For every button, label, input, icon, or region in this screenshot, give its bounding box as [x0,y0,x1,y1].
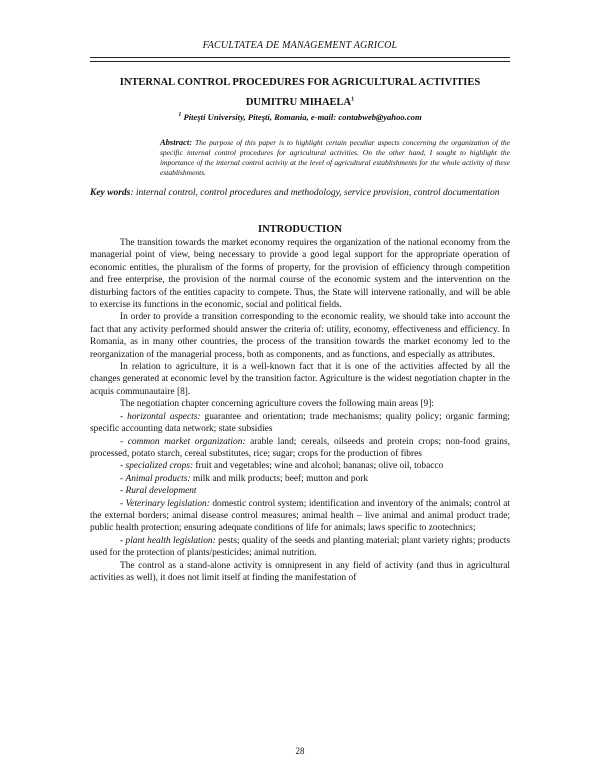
list-item: - common market organization: arable land; cereals, oilseeds and protein crops; non-food grains, processed, potato starch, cereal substitutes, rice; sugar; crops for the production of fibres [90,436,510,459]
section-title: INTRODUCTION [257,224,342,235]
list-item: - horizontal aspects: guarantee and orientation; trade mechanisms; quality policy; organic farming; specific accounting data network; state subsidies [90,411,510,435]
list-item: - Veterinary legislation: domestic control system; identification and inventory of the animals; control at the external borders; animal disease control measures; animal health – live animal and animal product trade; public health protection; ensuring adequate conditions of life for animals; laws specific to zootechnics; [90,498,510,534]
affiliation [90,112,510,122]
list-item-label: horizontal aspects: [127,411,201,422]
paragraph: The transition towards the market economy requires the organization of the national economy from the managerial point of view, being necessary to provide a good legal support for the appropriate operation of economic entities, the pluralism of the forms of property, for the provision of efficiency through competition and free enterprise, the provision of the normal course of the economic system and the intervention on the disturbing factors of the entities capacity to compete. Thus, the State will intervene rationally, and will be able to exercise its functions in the economic, social and political fields. [90,238,510,311]
list-item-text: fruit and vegetables; wine and alcohol; bananas; olive oil, tobacco [193,461,444,472]
list-item-text: pests; quality of the seeds and planting material; plant variety rights; products used for the protection of plants/pesticides; animal nutrition. [90,535,510,559]
page-number: 28 [295,746,305,756]
list-item-label: Veterinary legislation: [125,498,210,509]
body-text [90,237,510,584]
list-item-label: specialized crops: [125,461,194,472]
paragraph: In order to provide a transition corresponding to the economic reality, we should take into account the fact that any activity performed should answer the criteria of: utility, economy, effectiveness and efficiency. In Romania, as in many other countries, the process of the transition towards the market economy led to the reorganization of the managerial process, both as components, and as functions, and especially as attributes. [90,312,510,360]
list-item-text: arable land; cereals, oilseeds and protein crops; non-food grains, processed, potato starch, cereal substitutes, rice; sugar; crops for the production of fibres [90,436,510,459]
list-item: - specialized crops: fruit and vegetables; wine and alcohol; bananas; olive oil, tobacco [120,461,444,472]
paragraph: In relation to agriculture, it is a well-known fact that it is one of the activities affected by all the changes generated at economic level by the transition factor. Agriculture is the widest negotiation chapter in the acquis communautaire [8]. [90,362,510,397]
keywords [90,187,510,200]
author-name: DUMITRU MIHAELA [245,97,352,108]
list-item-label: Animal products: [125,473,191,484]
running-header: FACULTATEA DE MANAGEMENT AGRICOL [202,40,398,51]
list-item: - Rural development [120,486,197,497]
keywords-label: Key words [90,188,131,198]
author-sup: 1 [351,96,355,103]
list-item: - Animal products: milk and milk products; beef; mutton and pork [120,473,369,484]
affiliation-text: Piteşti University, Piteşti, Romania, e-mail: contabweb@yahoo.com [183,112,422,122]
list-item-text: guarantee and orientation; trade mechanisms; quality policy; organic farming; specific accounting data network; state subsidies [90,411,510,435]
abstract-text: The purpose of this paper is to highlight certain peculiar aspects concerning the organization of the specific internal control procedures for agricultural activities. On the other hand, I sought to highlight the importance of the internal control activity at the level of agricultural establishments for the whole activity of these establishments. [160,138,511,177]
list-item-label: Rural development [125,486,197,497]
list-item: - plant health legislation: pests; quality of the seeds and planting material; plant variety rights; products used for the protection of plants/pesticides; animal nutrition. [90,535,510,559]
keywords-text: : internal control, control procedures and methodology, service provision, control documentation [130,188,500,198]
abstract [160,137,510,178]
header-rule-bottom [90,61,510,62]
abstract-label: Abstract: [160,137,193,147]
header-rule-top [90,57,510,58]
list-item-text: domestic control system; identification and inventory of the animals; control at the external borders; animal disease control measures; animal health – live animal and animal product trade; public health protection; ensuring adequate conditions of life for animals; laws specific to zootechnics; [90,498,510,534]
paragraph: The control as a stand-alone activity is omnipresent in any field of activity (and thus in agricultural activities as well), it does not limit itself at finding the manifestation of [90,560,510,583]
affiliation-sup: 1 [178,112,182,119]
paragraph: The negotiation chapter concerning agriculture covers the following main areas [9]: [120,399,434,410]
list-item-label: common market organization: [127,436,246,447]
list-item-label: plant health legislation: [125,535,216,546]
paper-title: INTERNAL CONTROL PROCEDURES FOR AGRICULTURAL ACTIVITIES [119,77,481,88]
list-item-text: milk and milk products; beef; mutton and pork [190,473,369,484]
author [90,97,510,108]
